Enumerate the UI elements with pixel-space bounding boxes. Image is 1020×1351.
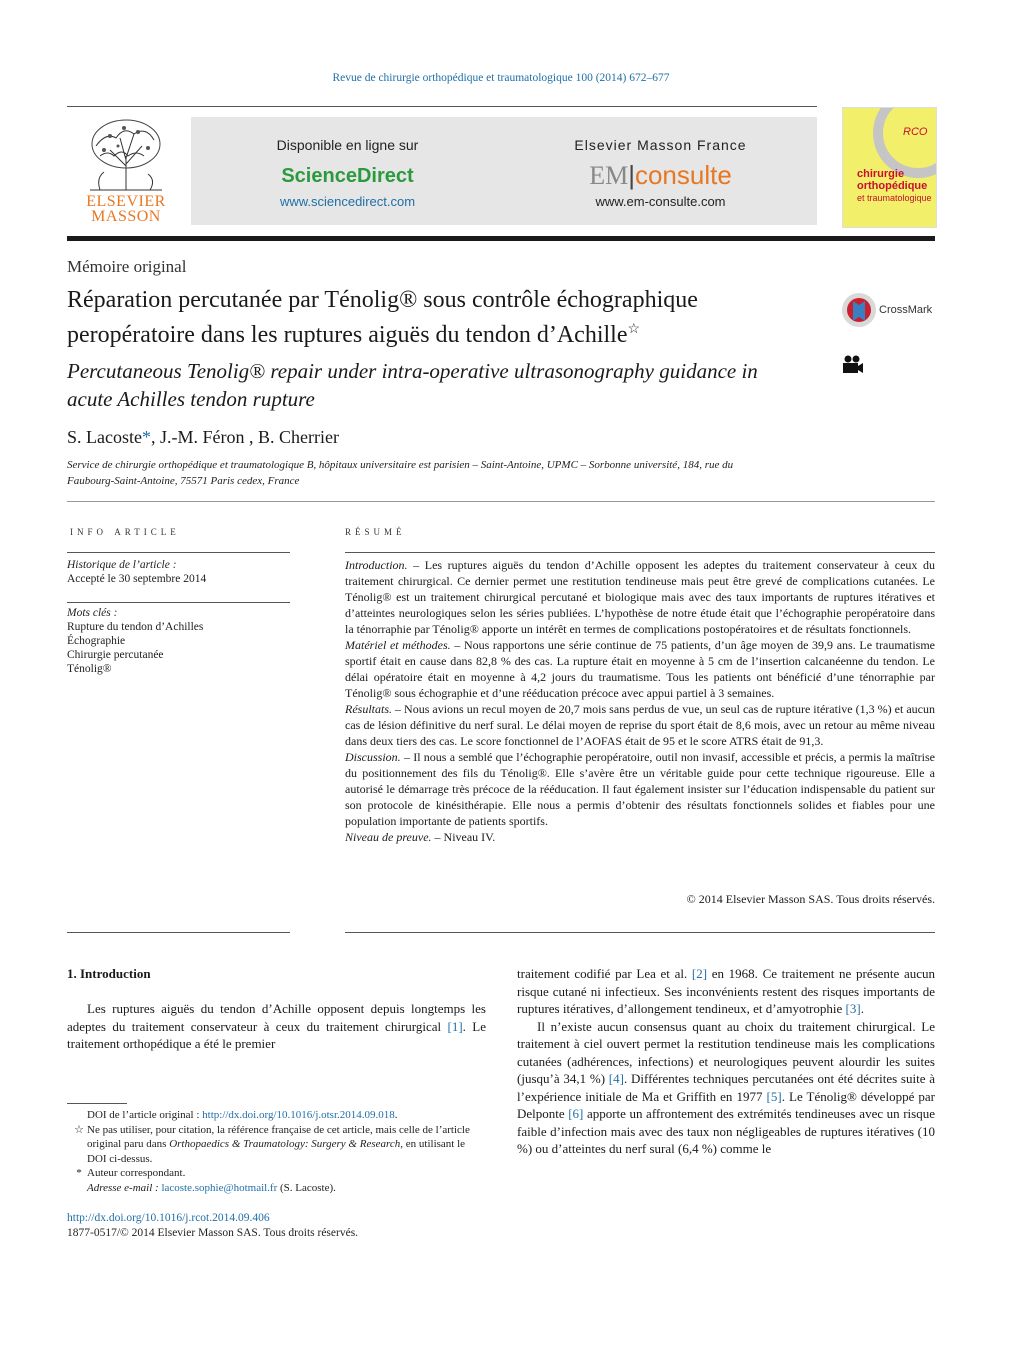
em-publisher-label: Elsevier Masson France: [574, 137, 747, 153]
affiliation-line2: Faubourg-Saint-Antoine, 75571 Paris cedex, France: [67, 475, 300, 487]
footnote-rule: [67, 1103, 127, 1104]
reference-link[interactable]: [3]: [845, 1001, 861, 1016]
em-logo-left: EM: [589, 161, 629, 190]
title-english-line2: acute Achilles tendon rupture: [67, 387, 315, 411]
title-french-line1: Réparation percutanée par Ténolig® sous contrôle échographique: [67, 287, 698, 313]
elsevier-masson-wordmark: ELSEVIER MASSON: [86, 193, 166, 225]
em-consulte-logo[interactable]: [504, 160, 817, 191]
header-thick-rule: [67, 236, 935, 241]
availability-banner: [191, 117, 817, 225]
reference-link[interactable]: [4]: [608, 1071, 624, 1086]
corresponding-author-mark[interactable]: *: [141, 427, 151, 447]
keywords-label: Mots clés :: [67, 607, 118, 619]
history-label: Historique de l’article :: [67, 559, 177, 571]
body-left-column: [67, 1000, 486, 1053]
reference-link[interactable]: [2]: [691, 966, 708, 981]
title-french-line2: peropératoire dans les ruptures aiguës du tendon d’Achille: [67, 322, 628, 348]
body-right-column: [517, 965, 935, 1158]
cover-title-line3: et traumatologique: [857, 193, 932, 203]
affiliation: [67, 457, 787, 489]
keyword-item: Chirurgie percutanée: [67, 649, 164, 661]
cover-badge: RCO: [903, 126, 928, 138]
title-french-line2-wrap: [67, 315, 807, 350]
abstract-introduction: Introduction. – Les ruptures aiguës du tendon d’Achille opposent les adeptes du traitement conservateur à ceux du traitement chirurgical. Ce dernier permet une restitution tendineuse mais peut être grevé de complications cutanées. Le Ténolig® est un traitement chirurgical percutané et biologique mais avec des taux importants de ruptures itératives et d’atteintes neurologiques selon les séries publiées. L’hypothèse de notre étude était que l’échographie peropératoire dans la ténorraphie par Ténolig® apporte un intérêt en termes de complications postopératoires et de résultats fonctionnels.: [345, 558, 935, 636]
em-logo-right: consulte: [634, 160, 732, 190]
footnote-doi: DOI de l’article original : http://dx.doi.org/10.1016/j.otsr.2014.09.018.: [87, 1109, 398, 1121]
authors: [67, 427, 339, 448]
available-online-label: Disponible en ligne sur: [276, 137, 419, 153]
footnote-corresponding-mark: *: [76, 1167, 82, 1179]
author-others: , J.-M. Féron , B. Cherrier: [150, 427, 339, 447]
journal-cover[interactable]: [842, 107, 937, 228]
info-rule-2: [67, 602, 290, 603]
email-link[interactable]: lacoste.sophie@hotmail.fr: [161, 1181, 278, 1194]
reference-link[interactable]: [5]: [766, 1088, 782, 1104]
title-english: [67, 357, 817, 413]
em-consulte-link[interactable]: www.em-consulte.com: [595, 194, 726, 209]
resume-heading: résumé: [345, 523, 406, 538]
body-paragraph: traitement codifié par Lea et al. [2] en 1968. Ce traitement ne présente aucun risque cutané ni infectieux. Ses inconvénients restent des risques importants de ruptures itératives, d’allongement tendineux, et d’amyotrophie [3].: [517, 966, 936, 1016]
affiliation-rule: [67, 501, 935, 502]
reference-link[interactable]: [6]: [568, 1106, 584, 1121]
article-type: Mémoire original: [67, 257, 187, 276]
keyword-item: Échographie: [67, 635, 126, 647]
affiliation-line1: Service de chirurgie orthopédique et traumatologique B, hôpitaux universitaire est parisien – Saint-Antoine, UPMC – Sorbonne université, 184, rue du: [67, 459, 734, 471]
video-camera-icon[interactable]: [842, 355, 864, 375]
journal-reference[interactable]: Revue de chirurgie orthopédique et traumatologique 100 (2014) 672–677: [332, 72, 670, 84]
footnote-star: ☆ Ne pas utiliser, pour citation, la référence française de cet article, mais celle de l’article original paru dans Orthopaedics & Traumatology: Surgery & Research, en utilisant le DOI ci-dessus.: [74, 1123, 470, 1165]
body-paragraph: Il n’existe aucun consensus quant au choix du traitement chirurgical. Le traitement à ciel ouvert permet la restitution tendineuse mais les complications cutanées (adhérences, infections) et neurologiques peuvent alourdir les suites (jusqu’à 34,1 %) [4]. Différentes techniques percutanées ont été décrites suite à l’expérience initiale de Ma et Griffith en 1977 [5]. Le Ténolig® développé par Delponte [6] apporte un affrontement des extrémités tendineuses avec un risque faible d’infection mais avec des taux non négligeables de ruptures itératives (10 %) ou d’atteintes du nerf sural (6,4 %) comme le: [517, 1018, 935, 1156]
author-lacoste[interactable]: S. Lacoste: [67, 427, 142, 447]
info-article-heading: info article: [70, 523, 180, 538]
info-bottom-rule: [67, 932, 290, 933]
info-rule-1: [67, 552, 290, 553]
abstract-body: [345, 557, 935, 845]
issn-copyright: 1877-0517/© 2014 Elsevier Masson SAS. Tous droits réservés.: [67, 1227, 359, 1239]
footnote-star-mark: ☆: [74, 1123, 84, 1136]
sciencedirect-link[interactable]: www.sciencedirect.com: [279, 194, 416, 209]
sciencedirect-logo[interactable]: ScienceDirect: [281, 165, 414, 187]
body-paragraph: Les ruptures aiguës du tendon d’Achille opposent depuis longtemps les adeptes du traitement conservateur à ceux du traitement chirurgical [1]. Le traitement orthopédique a été le premier: [67, 1001, 486, 1051]
header-rule: [67, 106, 817, 107]
title-star-icon[interactable]: ☆: [627, 322, 641, 337]
abstract-methods: Matériel et méthodes. – Nous rapportons une série continue de 75 patients, d’un âge moyen de 39,9 ans. Le traumatisme sportif était en cause dans 82,8 % des cas. La rupture était en moyenne à 5 cm de l’insertion calcanéenne du tendon. Le délai opératoire était en moyenne à 4,2 jours du traumatisme. Tous les patients ont bénéficié d’une ténorraphie par Ténolig® sous échographie et d’une rééducation précoce avec appui partiel à 3 semaines.: [345, 638, 935, 700]
em-logo-divider: |: [628, 160, 635, 190]
introduction-heading: 1. Introduction: [67, 966, 151, 981]
abstract-results: Résultats. – Nous avions un recul moyen de 20,7 mois sans perdus de vue, un seul cas de rupture itérative (1,3 %) et aucun cas de lésion définitive du nerf sural. Le délai moyen de reprise du sport était de 8,6 mois, avec un retour au même niveau dans deux tiers des cas. Le score fonctionnel de l’AOFAS était de 95 et le score ATRS était de 91,3.: [345, 702, 935, 748]
keyword-item: Ténolig®: [67, 663, 112, 675]
cover-title-line2: orthopédique: [857, 180, 928, 192]
cover-title-line1: chirurgie: [857, 168, 905, 180]
title-french: [67, 285, 807, 350]
history-block: [67, 558, 206, 586]
keywords-block: [67, 606, 203, 676]
accepted-date: Accepté le 30 septembre 2014: [67, 573, 207, 585]
footnotes: [67, 1108, 486, 1195]
abstract-copyright: © 2014 Elsevier Masson SAS. Tous droits réservés.: [686, 892, 935, 906]
crossmark-label[interactable]: CrossMark: [879, 304, 933, 316]
abstract-bottom-rule: [345, 932, 935, 933]
keyword-item: Rupture du tendon d’Achilles: [67, 621, 204, 633]
article-doi-link[interactable]: http://dx.doi.org/10.1016/j.rcot.2014.09.406: [67, 1212, 270, 1224]
footnote-corresponding: * Auteur correspondant.: [67, 1166, 486, 1181]
abstract-level: Niveau de preuve. – Niveau IV.: [345, 830, 496, 844]
abstract-top-rule: [345, 552, 935, 553]
title-english-line1: Percutaneous Tenolig® repair under intra-operative ultrasonography guidance in: [67, 359, 758, 383]
footnote-email: Adresse e-mail : lacoste.sophie@hotmail.fr (S. Lacoste).: [87, 1181, 336, 1194]
original-doi-link[interactable]: http://dx.doi.org/10.1016/j.otsr.2014.09.018: [202, 1109, 395, 1121]
abstract-discussion: Discussion. – Il nous a semblé que l’échographie peropératoire, outil non invasif, accessible et précis, a permis la maîtrise du positionnement des fils du Ténolig®. Elle s’avère être un véritable guide pour cette technique rigoureuse. Elle a autorisé le démarrage très précoce de la rééducation. Il faut également insister sur l’éducation indispensable du patient sur son protocole de kinésithérapie. Elle nous a permis d’obtenir des résultats fonctionnels solides et fiables pour une population importante de patients sportifs.: [345, 750, 935, 828]
reference-link[interactable]: [1]: [447, 1018, 463, 1034]
